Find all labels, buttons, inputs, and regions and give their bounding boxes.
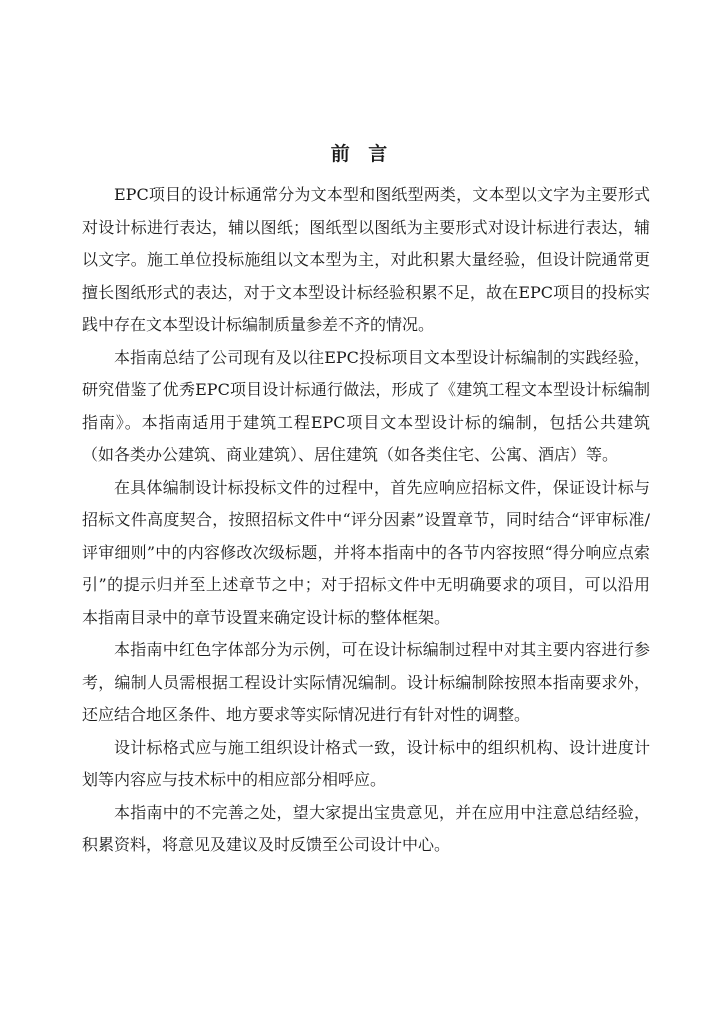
document-body: [82, 179, 650, 862]
paragraph-1: EPC项目的设计标通常分为文本型和图纸型两类，文本型以文字为主要形式对设计标进行表达，辅以图纸；图纸型以图纸为主要形式对设计标进行表达，辅以文字。施工单位投标施组以文本型为主，对此积累大量经验，但设计院通常更擅长图纸形式的表达，对于文本型设计标经验积累不足，故在EPC项目的投标实践中存在文本型设计标编制质量参差不齐的情况。: [82, 185, 650, 334]
paragraph-4: 本指南中红色字体部分为示例，可在设计标编制过程中对其主要内容进行参考，编制人员需根据工程设计实际情况编制。设计标编制除按照本指南要求外，还应结合地区条件、地方要求等实际情况进行有针对性的调整。: [82, 640, 650, 724]
paragraph-2: 本指南总结了公司现有及以往EPC投标项目文本型设计标编制的实践经验，研究借鉴了优秀EPC项目设计标通行做法，形成了《建筑工程文本型设计标编制指南》。本指南适用于建筑工程EPC项目文本型设计标的编制，包括公共建筑（如各类办公建筑、商业建筑）、居住建筑（如各类住宅、公寓、酒店）等。: [82, 347, 650, 464]
paragraph-3: 在具体编制设计标投标文件的过程中，首先应响应招标文件，保证设计标与招标文件高度契合，按照招标文件中“评分因素”设置章节，同时结合“评审标准/评审细则”中的内容修改次级标题，并将本指南中的各节内容按照“得分响应点索引”的提示归并至上述章节之中；对于招标文件中无明确要求的项目，可以沿用本指南目录中的章节设置来确定设计标的整体框架。: [82, 477, 650, 627]
paragraph-6: 本指南中的不完善之处，望大家提出宝贵意见，并在应用中注意总结经验，积累资料，将意见及建议及时反馈至公司设计中心。: [82, 802, 650, 854]
paragraph-5: 设计标格式应与施工组织设计格式一致，设计标中的组织机构、设计进度计划等内容应与技术标中的相应部分相呼应。: [82, 737, 650, 789]
page-title: 前 言: [330, 143, 394, 165]
